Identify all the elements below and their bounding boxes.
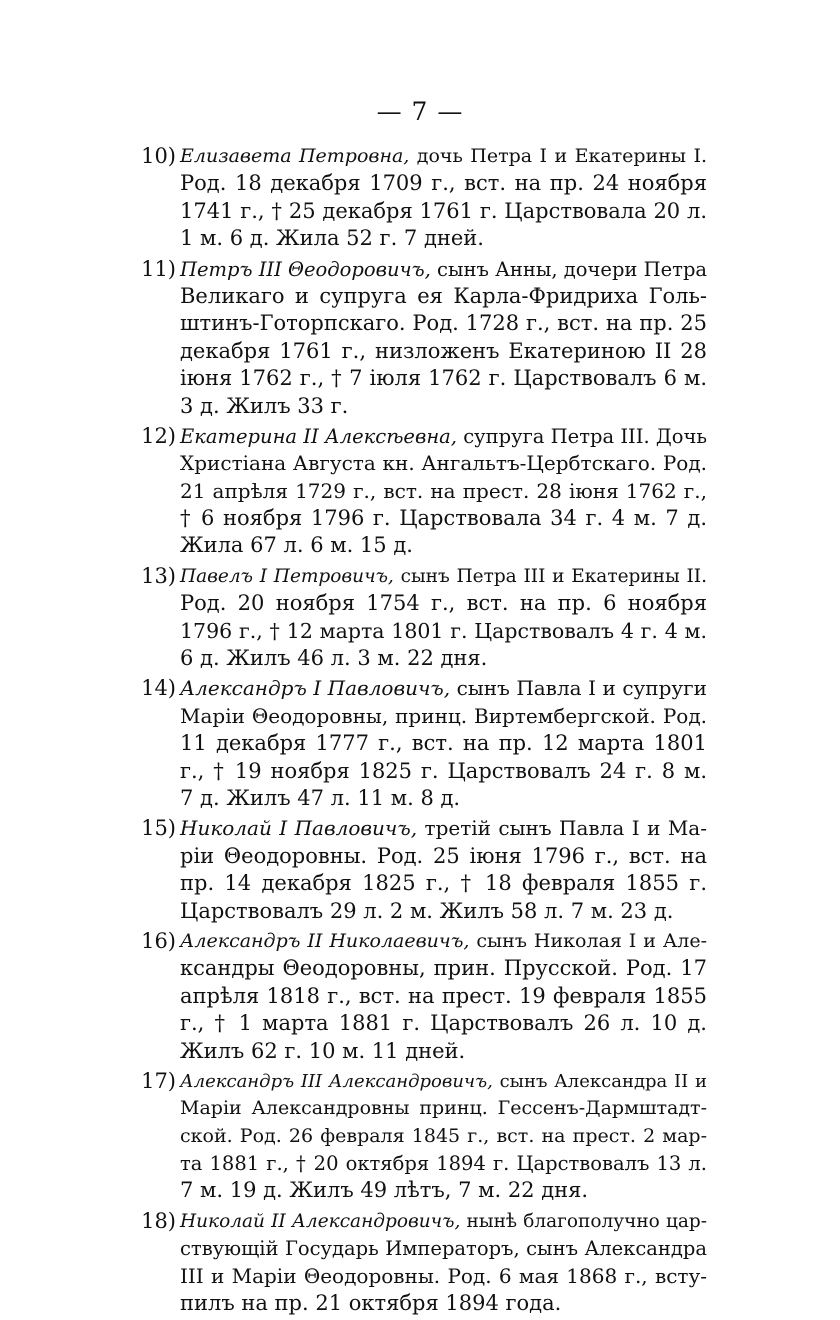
text-line: штинъ-Готорпскаго. Род. 1728 г., вст. на пр. 25 xyxy=(180,311,707,336)
monarch-name: Павелъ I Петровичъ, xyxy=(180,565,394,587)
text-line xyxy=(180,675,707,702)
line-text: сынъ Павла I и супруги xyxy=(450,676,707,701)
monarch-name: Петръ III Θеодоровичъ, xyxy=(180,257,431,281)
monarch-name: Александръ III Александровичъ, xyxy=(180,1070,493,1092)
entries-list xyxy=(132,143,707,1320)
monarch-name: Екатерина II Алексѣевна, xyxy=(180,424,457,448)
list-item xyxy=(132,563,707,673)
line-text: супруга Петра III. Дочь xyxy=(457,424,708,448)
text-line: апрѣля 1818 г., вст. на прест. 19 февраля 1855 xyxy=(180,983,707,1008)
monarch-name: Александръ II Николаевичъ, xyxy=(180,929,470,952)
entry-text xyxy=(180,563,707,673)
monarch-name: Николай II Александровичъ, xyxy=(180,1210,461,1232)
entry-number: 18) xyxy=(141,1208,176,1233)
text-line: пилъ на пр. 21 октября 1894 года. xyxy=(180,1291,562,1316)
text-line: ствующій Государь Императоръ, сынъ Александра xyxy=(180,1237,707,1261)
entry-text xyxy=(180,143,707,253)
entry-number: 15) xyxy=(141,816,176,841)
monarch-name: Александръ I Павловичъ, xyxy=(180,676,451,701)
text-line xyxy=(180,256,707,283)
text-line xyxy=(180,815,707,842)
text-line: 7 м. 19 д. Жилъ 49 лѣтъ, 7 м. 22 дня. xyxy=(180,1178,589,1203)
line-text: нынѣ благополучно цар- xyxy=(460,1210,707,1232)
text-line: Христіана Августа кн. Ангальтъ-Цербтскаго. Род. xyxy=(180,451,707,476)
monarch-name: Николай I Павловичъ, xyxy=(180,816,418,841)
text-line: 1741 г., † 25 декабря 1761 г. Царствовала 20 л. xyxy=(180,198,707,223)
text-line: ріи Θеодоровны. Род. 25 іюня 1796 г., вст. на xyxy=(180,843,707,868)
entry-number: 13) xyxy=(141,563,176,588)
text-line: Великаго и супруга ея Карла-Фридриха Голь- xyxy=(180,283,707,308)
list-item xyxy=(132,1208,707,1318)
text-line: пр. 14 декабря 1825 г., † 18 февраля 1855 г. xyxy=(180,871,707,896)
text-line xyxy=(180,423,707,450)
monarch-name: Елизавета Петровна, xyxy=(180,145,410,167)
list-item xyxy=(132,143,707,253)
text-line: Царствовалъ 29 л. 2 м. Жилъ 58 л. 7 м. 23 д. xyxy=(180,898,674,923)
line-text: дочь Петра I и Екатерины I. xyxy=(409,145,707,167)
text-line: декабря 1761 г., низложенъ Екатериною II 28 xyxy=(180,338,707,363)
text-line: Жила 67 л. 6 м. 15 д. xyxy=(180,533,413,558)
text-line: та 1881 г., † 20 октября 1894 г. Царствовалъ 13 л. xyxy=(180,1152,707,1176)
entry-text xyxy=(180,423,707,560)
text-line: 11 декабря 1777 г., вст. на пр. 12 марта 1801 xyxy=(180,731,707,756)
text-line: г., † 19 ноября 1825 г. Царствовалъ 24 г. 8 м. xyxy=(180,758,707,783)
entry-number: 12) xyxy=(141,423,176,448)
text-line xyxy=(180,1208,707,1235)
text-line: 3 д. Жилъ 33 г. xyxy=(180,393,349,418)
text-line: † 6 ноября 1796 г. Царствовала 34 г. 4 м. 7 д. xyxy=(180,506,707,531)
text-line: III и Маріи Θеодоровны. Род. 6 мая 1868 г., всту- xyxy=(180,1263,707,1288)
entry-number: 11) xyxy=(141,256,176,281)
list-item xyxy=(132,256,707,420)
text-line: 6 д. Жилъ 46 л. 3 м. 22 дня. xyxy=(180,646,488,671)
text-line xyxy=(180,563,707,590)
list-item xyxy=(132,928,707,1065)
text-line: Маріи Θеодоровны, принц. Виртембергской. Род. xyxy=(180,703,707,728)
line-text: сынъ Александра II и xyxy=(492,1070,707,1092)
text-line xyxy=(180,143,707,170)
list-item xyxy=(132,815,707,925)
line-text: сынъ Николая I и Але- xyxy=(469,929,707,952)
text-line: Род. 20 ноября 1754 г., вст. на пр. 6 ноября xyxy=(180,591,707,616)
text-line: Род. 18 декабря 1709 г., вст. на пр. 24 ноября xyxy=(180,171,707,196)
text-line: 7 д. Жилъ 47 л. 11 м. 8 д. xyxy=(180,785,461,810)
line-text: сынъ Анны, дочери Петра xyxy=(430,257,708,281)
list-item xyxy=(132,423,707,560)
text-line: ской. Род. 26 февраля 1845 г., вст. на прест. 2 мар- xyxy=(180,1124,707,1147)
text-line: іюня 1762 г., † 7 іюля 1762 г. Царствовалъ 6 м. xyxy=(180,366,707,391)
entry-text xyxy=(180,1208,707,1318)
entry-text xyxy=(180,675,707,812)
entry-text xyxy=(180,256,707,420)
list-item xyxy=(132,675,707,812)
text-line: ксандры Θеодоровны, прин. Прусской. Род. 17 xyxy=(180,956,707,981)
page-number: — 7 — xyxy=(376,97,464,126)
entry-text xyxy=(180,815,707,925)
entry-text xyxy=(180,1068,707,1205)
entry-number: 10) xyxy=(141,144,176,168)
text-line: 21 апрѣля 1729 г., вст. на прест. 28 іюня 1762 г., xyxy=(180,478,707,503)
text-line xyxy=(180,928,707,955)
entry-text xyxy=(180,928,707,1065)
text-line: г., † 1 марта 1881 г. Царствовалъ 26 л. 10 д. xyxy=(180,1011,707,1036)
line-text: сынъ Петра III и Екатерины II. xyxy=(393,565,707,587)
entry-number: 16) xyxy=(141,928,176,953)
text-line xyxy=(180,1068,707,1095)
entry-number: 14) xyxy=(141,676,176,701)
entry-number: 17) xyxy=(141,1068,176,1093)
list-item xyxy=(132,1068,707,1205)
text-line: 1 м. 6 д. Жила 52 г. 7 дней. xyxy=(180,226,484,251)
line-text: третій сынъ Павла I и Ма- xyxy=(417,816,707,841)
text-line: Маріи Александровны принц. Гессенъ-Дармштадт- xyxy=(180,1097,707,1120)
text-line: 1796 г., † 12 марта 1801 г. Царствовалъ 4 г. 4 м. xyxy=(180,618,707,643)
text-line: Жилъ 62 г. 10 м. 11 дней. xyxy=(180,1038,466,1063)
